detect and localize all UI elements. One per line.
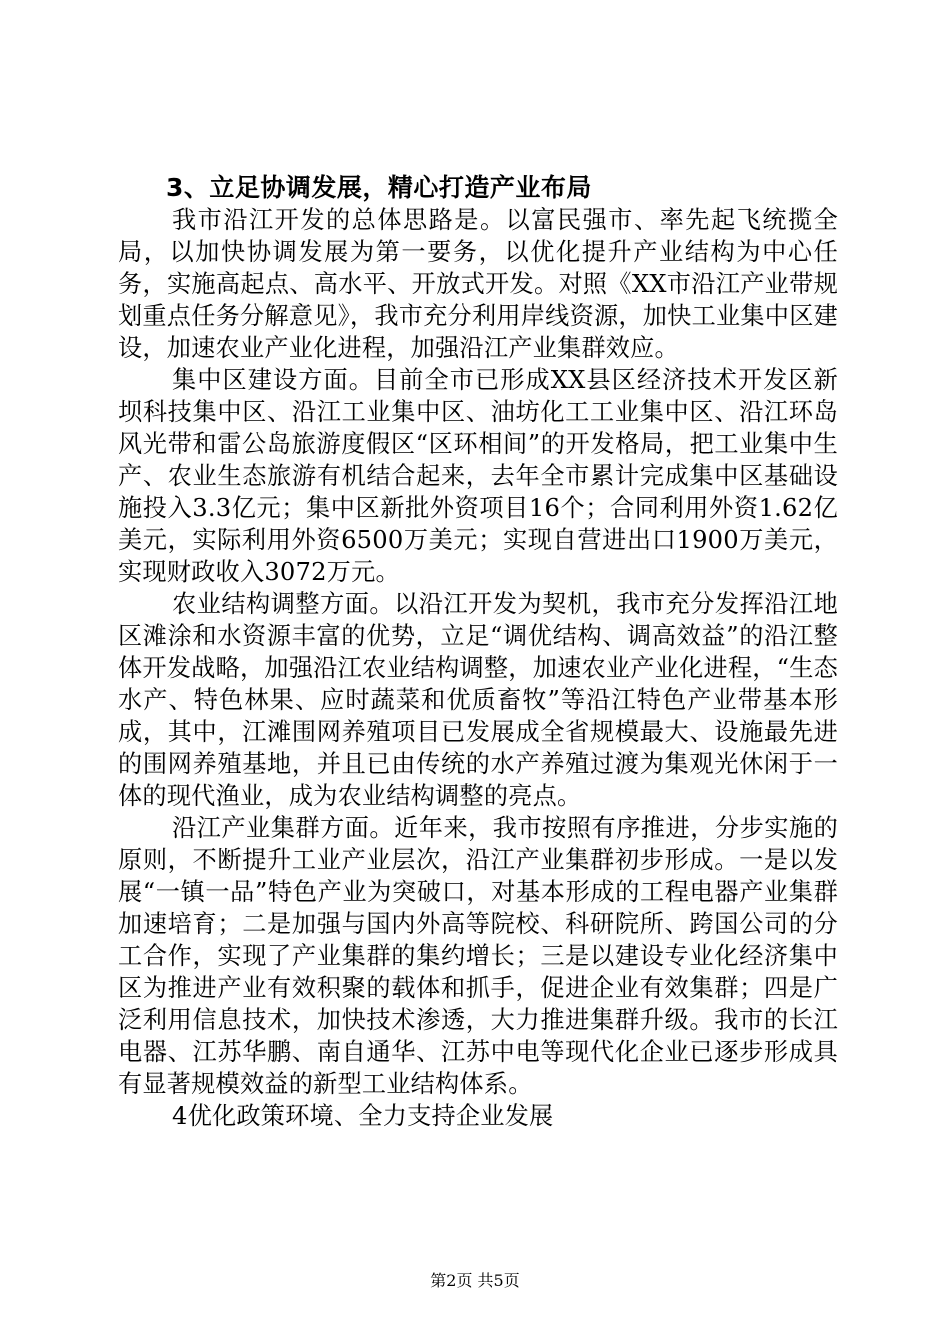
section-heading: 3、立足协调发展，精心打造产业布局 <box>166 173 592 202</box>
paragraph-overall-approach: 我市沿江开发的总体思路是。以富民强市、率先起飞统揽全局，以加快协调发展为第一要务，以优化提升产业结构为中心任务，实施高起点、高水平、开放式开发。对照《XX市沿江产业带规划重点任务分解意见》，我市充分利用岸线资源，加快工业集中区建设，加速农业产业化进程，加强沿江产业集群效应。 <box>118 206 838 362</box>
paragraph-industry-clusters: 沿江产业集群方面。近年来，我市按照有序推进，分步实施的原则，不断提升工业产业层次，沿江产业集群初步形成。一是以发展“一镇一品”特色产业为突破口，对基本形成的工程电器产业集群加速培育；二是加强与国内外高等院校、科研院所、跨国公司的分工合作，实现了产业集群的集约增长；三是以建设专业化经济集中区为推进产业有效积聚的载体和抓手，促进企业有效集群；四是广泛利用信息技术，加快技术渗透，大力推进集群升级。我市的长江电器、江苏华鹏、南自通华、江苏中电等现代化企业已逐步形成具有显著规模效益的新型工业结构体系。 <box>118 814 838 1098</box>
document-body <box>118 172 838 1132</box>
paragraph-concentration-zones: 集中区建设方面。目前全市已形成XX县区经济技术开发区新坝科技集中区、沿江工业集中区、油坊化工工业集中区、沿江环岛风光带和雷公岛旅游度假区“区环相间”的开发格局，把工业集中生产、农业生态旅游有机结合起来，去年全市累计完成集中区基础设施投入3.3亿元；集中区新批外资项目16个；合同利用外资1.62亿美元，实际利用外资6500万美元；实现自营进出口1900万美元，实现财政收入3072万元。 <box>118 366 838 586</box>
section-subheading: 4优化政策环境、全力支持企业发展 <box>172 1102 554 1130</box>
page-number: 第2页 共5页 <box>430 1271 520 1290</box>
paragraph-agriculture-structure: 农业结构调整方面。以沿江开发为契机，我市充分发挥沿江地区滩涂和水资源丰富的优势，立足“调优结构、调高效益”的沿江整体开发战略，加强沿江农业结构调整，加速农业产业化进程，“生态水产、特色林果、应时蔬菜和优质畜牧”等沿江特色产业带基本形成，其中，江滩围网养殖项目已发展成全省规模最大、设施最先进的围网养殖基地，并且已由传统的水产养殖过渡为集观光休闲于一体的现代渔业，成为农业结构调整的亮点。 <box>118 590 838 810</box>
